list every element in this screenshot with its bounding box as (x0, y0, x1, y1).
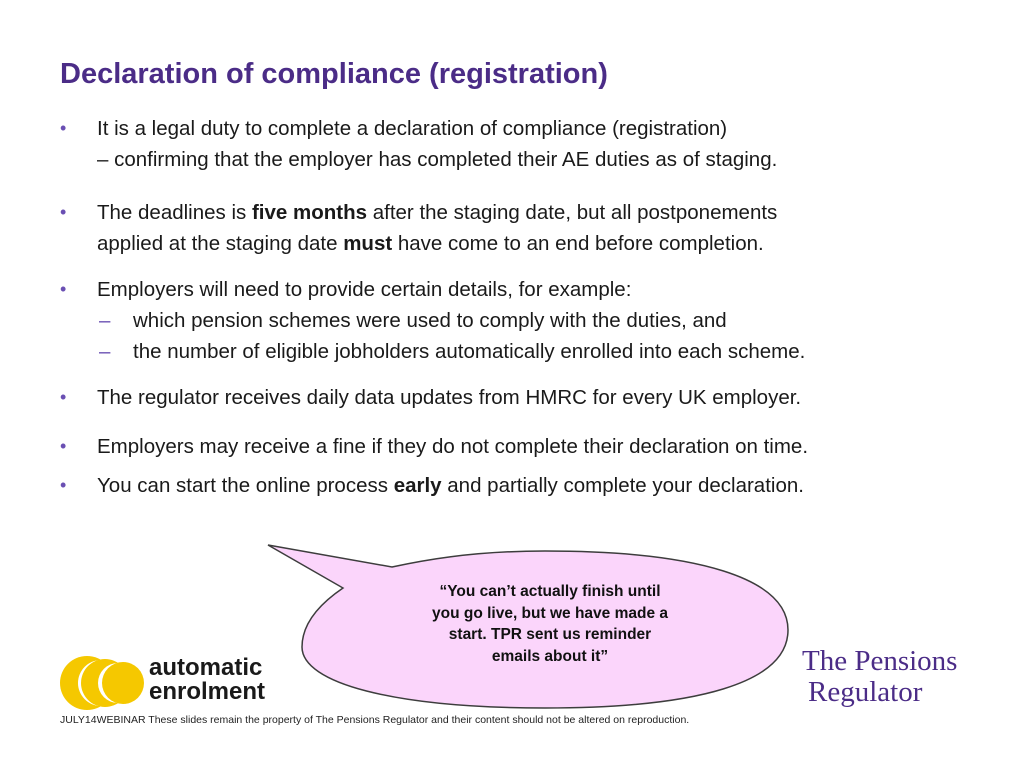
ae-logo-text: automatic enrolment (149, 654, 266, 705)
dash-marker: – (99, 340, 111, 363)
ae-circles-icon (60, 656, 144, 710)
bullet-text: The deadlines is five months after the staging date, but all postponements (97, 201, 778, 224)
bullet-text: – confirming that the employer has completed their AE duties as of staging. (97, 148, 778, 171)
bullet-text: Employers will need to provide certain details, for example: (97, 278, 632, 301)
bullet-text: The regulator receives daily data updates from HMRC for every UK employer. (97, 386, 802, 409)
slide-title: Declaration of compliance (registration) (60, 58, 608, 90)
bullet-dot: • (60, 387, 67, 407)
emphasis-early: early (393, 474, 442, 497)
quote-text: “You can’t actually finish until you go live, but we have made a start. TPR sent us reminder emails about it” (431, 583, 668, 665)
bullet-dot: • (60, 436, 67, 456)
bullet-dot: • (60, 475, 67, 495)
dash-marker: – (99, 309, 111, 332)
bullet-dot: • (60, 118, 67, 138)
bullet-text: You can start the online process early and partially complete your declaration. (97, 474, 804, 497)
sub-bullet: – the number of eligible jobholders automatically enrolled into each scheme. (99, 336, 1010, 367)
bullet-dot: • (60, 279, 67, 299)
bullet-text: applied at the staging date must have come to an end before completion. (97, 232, 764, 255)
bullet-text: It is a legal duty to complete a declaration of compliance (registration) (97, 117, 728, 140)
bullet-dot: • (60, 202, 67, 222)
pensions-regulator-logo: The Pensions Regulator (802, 645, 958, 708)
footer-disclaimer: JULY14WEBINAR These slides remain the property of The Pensions Regulator and their content should not be altered on reproduction. (60, 714, 690, 726)
bullet-text: Employers may receive a fine if they do not complete their declaration on time. (97, 435, 809, 458)
emphasis-must: must (343, 232, 393, 255)
emphasis-five-months: five months (251, 201, 368, 224)
sub-bullet: – which pension schemes were used to comply with the duties, and (99, 305, 1010, 336)
